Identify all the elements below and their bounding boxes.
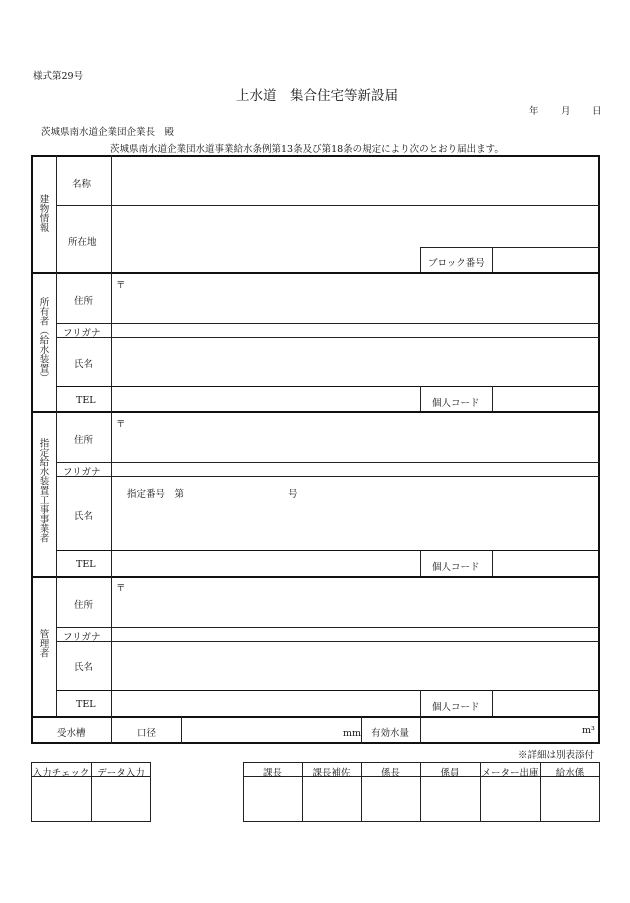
building-name-label: 名称 bbox=[72, 179, 92, 190]
date-year-label: 年 bbox=[529, 106, 539, 117]
stamp-cell[interactable] bbox=[244, 777, 301, 821]
contractor-code-field[interactable] bbox=[493, 552, 598, 574]
column-divider bbox=[56, 155, 57, 716]
manager-tel-field[interactable] bbox=[112, 692, 418, 714]
tank-capacity-unit: m³ bbox=[582, 725, 595, 736]
tank-diameter-unit: mm bbox=[343, 728, 362, 739]
owner-furigana-label: フリガナ bbox=[63, 328, 101, 339]
stamp-cell[interactable] bbox=[92, 777, 150, 821]
manager-furigana-label: フリガナ bbox=[63, 632, 101, 643]
contractor-tel-label: TEL bbox=[76, 559, 96, 570]
designation-number-label: 指定番号 第 bbox=[127, 489, 185, 500]
manager-tel-label: TEL bbox=[76, 699, 96, 710]
stamp-header-assistant-chief: 課長補佐 bbox=[312, 768, 351, 779]
page-title: 上水道 集合住宅等新設届 bbox=[236, 88, 398, 104]
stamp-header-input-check: 入力チェック bbox=[32, 768, 90, 779]
stamp-cell[interactable] bbox=[303, 777, 360, 821]
stamp-header-meter-issue: メーター出庫 bbox=[481, 768, 539, 779]
manager-name-field[interactable] bbox=[112, 642, 598, 689]
owner-address-label: 住所 bbox=[74, 296, 94, 307]
tank-capacity-label: 有効水量 bbox=[371, 728, 410, 739]
contractor-code-label: 個人コード bbox=[432, 562, 480, 573]
contractor-name-field[interactable] bbox=[112, 500, 598, 548]
stamp-cell[interactable] bbox=[481, 777, 539, 821]
owner-code-label: 個人コード bbox=[432, 398, 480, 409]
building-name-field[interactable] bbox=[112, 157, 598, 205]
owner-name-label: 氏名 bbox=[74, 359, 94, 370]
owner-code-field[interactable] bbox=[493, 388, 598, 410]
tank-diameter-field[interactable] bbox=[182, 718, 342, 742]
stamp-header-water-supply: 給水係 bbox=[555, 768, 585, 779]
contractor-postal-mark: 〒 bbox=[116, 419, 126, 430]
owner-name-field[interactable] bbox=[112, 338, 598, 385]
owner-furigana-field[interactable] bbox=[112, 324, 598, 336]
stamp-cell[interactable] bbox=[362, 777, 419, 821]
contractor-furigana-label: フリガナ bbox=[63, 467, 101, 478]
form-number: 様式第29号 bbox=[33, 71, 84, 82]
manager-furigana-field[interactable] bbox=[112, 628, 598, 640]
owner-postal-mark: 〒 bbox=[116, 280, 126, 291]
date-day-label: 日 bbox=[592, 106, 602, 117]
contractor-section-label: 指定給水装置工事事業者 bbox=[37, 438, 49, 543]
owner-section-label: 所有者（給水装置） bbox=[37, 297, 49, 383]
building-section-label: 建物情報 bbox=[37, 194, 49, 232]
designation-suffix: 号 bbox=[288, 489, 298, 500]
manager-postal-mark: 〒 bbox=[116, 583, 126, 594]
building-address-label: 所在地 bbox=[68, 237, 97, 248]
contractor-furigana-field[interactable] bbox=[112, 463, 598, 475]
contractor-address-field[interactable] bbox=[112, 413, 598, 461]
designation-number-field[interactable] bbox=[190, 483, 285, 497]
stamp-header-data-entry: データ入力 bbox=[97, 768, 145, 779]
block-number-label: ブロック番号 bbox=[428, 258, 485, 269]
tank-label: 受水槽 bbox=[57, 728, 86, 739]
manager-section-label: 管理者 bbox=[37, 629, 49, 658]
contractor-tel-field[interactable] bbox=[112, 552, 418, 574]
manager-code-field[interactable] bbox=[493, 692, 598, 714]
manager-address-label: 住所 bbox=[74, 600, 94, 611]
block-number-field[interactable] bbox=[493, 248, 598, 271]
attachment-note: ※詳細は別表添付 bbox=[518, 750, 595, 761]
stamp-header-staff: 係員 bbox=[440, 768, 460, 779]
stamp-cell[interactable] bbox=[541, 777, 599, 821]
manager-code-label: 個人コード bbox=[432, 702, 480, 713]
addressee: 茨城県南水道企業団企業長 殿 bbox=[41, 127, 175, 138]
stamp-cell[interactable] bbox=[32, 777, 90, 821]
statement: 茨城県南水道企業団水道事業給水条例第13条及び第18条の規定により次のとおり届出ます。 bbox=[110, 144, 504, 155]
date-month-label: 月 bbox=[561, 106, 571, 117]
manager-address-field[interactable] bbox=[112, 578, 598, 626]
stamp-cell[interactable] bbox=[421, 777, 479, 821]
stamp-header-unit-chief: 係長 bbox=[380, 768, 400, 779]
contractor-address-label: 住所 bbox=[74, 435, 94, 446]
owner-tel-label: TEL bbox=[76, 395, 96, 406]
owner-address-field[interactable] bbox=[112, 274, 598, 322]
tank-capacity-field[interactable] bbox=[421, 718, 581, 742]
owner-tel-field[interactable] bbox=[112, 388, 418, 410]
manager-name-label: 氏名 bbox=[74, 662, 94, 673]
tank-diameter-label: 口径 bbox=[137, 728, 157, 739]
building-address-field[interactable] bbox=[112, 206, 598, 246]
contractor-name-label: 氏名 bbox=[74, 511, 94, 522]
stamp-header-section-chief: 課長 bbox=[262, 768, 282, 779]
